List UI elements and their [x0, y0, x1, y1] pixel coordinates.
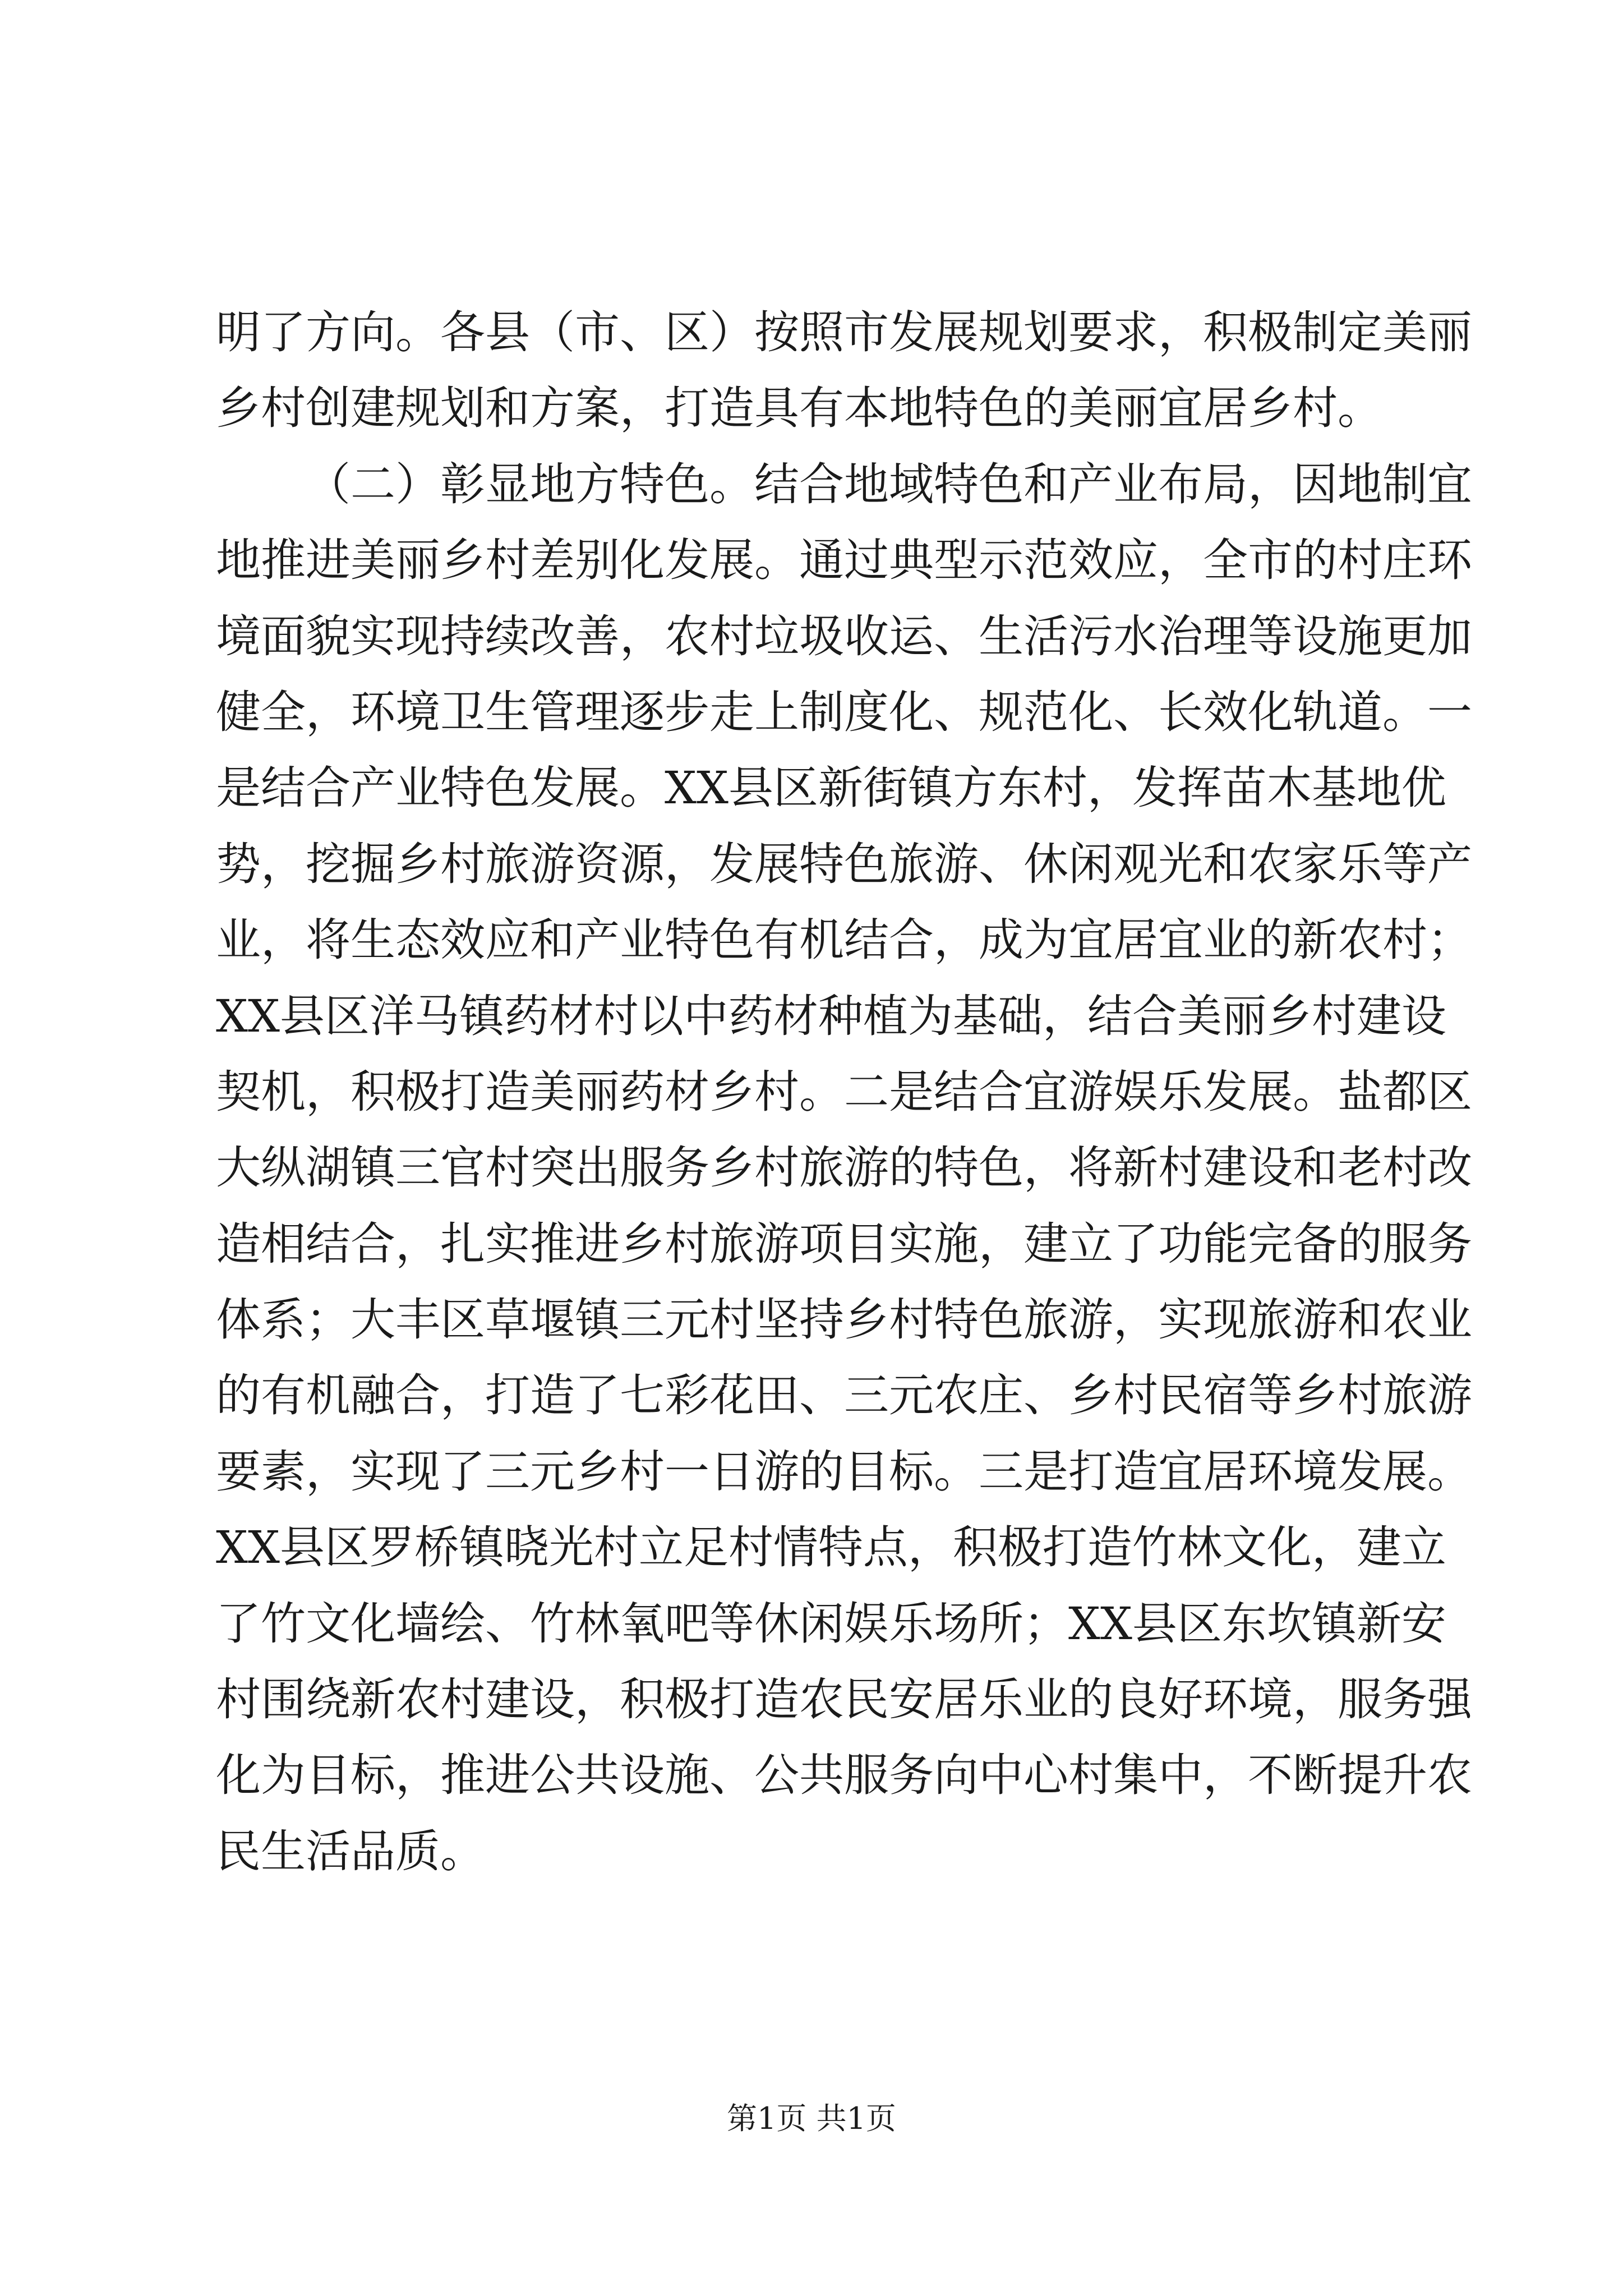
- text-line: 是结合产业特色发展。XX县区新街镇方东村，发挥苗木基地优: [216, 762, 1446, 815]
- page-number-footer: 第1页 共1页: [727, 2101, 896, 2136]
- text-line: 明了方向。各县（市、区）按照市发展规划要求，积极制定美丽: [216, 306, 1472, 358]
- text-line: 民生活品质。: [216, 1825, 485, 1878]
- text-line: 业，将生态效应和产业特色有机结合，成为宜居宜业的新农村；: [216, 914, 1472, 967]
- text-line: 造相结合，扎实推进乡村旅游项目实施，建立了功能完备的服务: [216, 1217, 1472, 1270]
- text-line: 体系；大丰区草堰镇三元村坚持乡村特色旅游，实现旅游和农业: [216, 1294, 1472, 1346]
- text-line: 要素，实现了三元乡村一日游的目标。三是打造宜居环境发展。: [216, 1445, 1472, 1498]
- text-line: 村围绕新农村建设，积极打造农民安居乐业的良好环境，服务强: [216, 1673, 1472, 1726]
- document-body: [216, 295, 1472, 1889]
- text-line: 了竹文化墙绘、竹林氧吧等休闲娱乐场所；XX县区东坎镇新安: [216, 1597, 1446, 1650]
- text-line: 境面貌实现持续改善，农村垃圾收运、生活污水治理等设施更加: [216, 610, 1472, 662]
- text-line: 地推进美丽乡村差别化发展。通过典型示范效应，全市的村庄环: [216, 534, 1472, 587]
- text-line: 健全，环境卫生管理逐步走上制度化、规范化、长效化轨道。一: [216, 685, 1472, 738]
- text-line: 大纵湖镇三官村突出服务乡村旅游的特色，将新村建设和老村改: [216, 1142, 1472, 1194]
- text-line: 乡村创建规划和方案，打造具有本地特色的美丽宜居乡村。: [216, 382, 1382, 435]
- text-line: 势，挖掘乡村旅游资源，发展特色旅游、休闲观光和农家乐等产: [216, 838, 1472, 890]
- text-line: 化为目标，推进公共设施、公共服务向中心村集中，不断提升农: [216, 1749, 1472, 1802]
- text-line: 契机，积极打造美丽药材乡村。二是结合宜游娱乐发展。盐都区: [216, 1065, 1472, 1118]
- section-heading-line: （二）彰显地方特色。结合地域特色和产业布局，因地制宜: [306, 458, 1472, 510]
- text-line: XX县区洋马镇药材村以中药材种植为基础，结合美丽乡村建设: [216, 990, 1446, 1042]
- text-line: XX县区罗桥镇晓光村立足村情特点，积极打造竹林文化，建立: [216, 1521, 1446, 1574]
- text-line: 的有机融合，打造了七彩花田、三元农庄、乡村民宿等乡村旅游: [216, 1369, 1472, 1422]
